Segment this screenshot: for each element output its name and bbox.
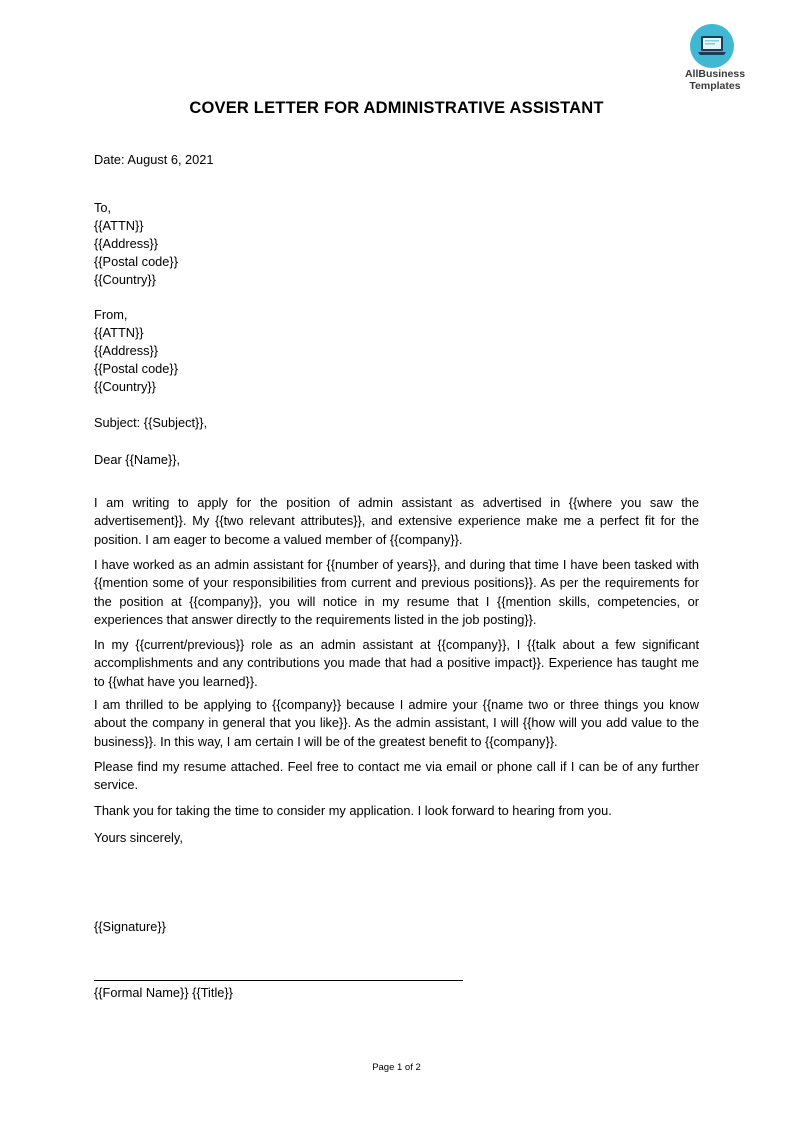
recipient-address-block xyxy=(94,199,178,289)
to-postal-code: {{Postal code}} xyxy=(94,254,178,269)
signature-rule xyxy=(94,980,463,981)
signature-placeholder xyxy=(94,918,166,936)
paragraph-6: Thank you for taking the time to consider my application. I look forward to hearing from you. xyxy=(94,803,612,818)
to-address: {{Address}} xyxy=(94,236,159,251)
signature-text: {{Signature}} xyxy=(94,919,166,934)
to-attn: {{ATTN}} xyxy=(94,218,144,233)
sender-address-block xyxy=(94,306,178,396)
logo-wordmark xyxy=(676,68,754,92)
paragraph-3: In my {{current/previous}} role as an admin assistant at {{company}}, I {{talk about a few significant accomplishments and any contributions you made that had a positive impact}}. Experience has taught me to {{what have you learned}}. xyxy=(94,637,699,689)
formal-name-text: {{Formal Name}} {{Title}} xyxy=(94,985,233,1000)
from-address: {{Address}} xyxy=(94,343,159,358)
paragraph-4: I am thrilled to be applying to {{company}} because I admire your {{name two or three things you know about the company in general that you like}}. As the admin assistant, I will {{how will you add value to the business}}. In this way, I am certain I will be of the greatest benefit to {{company}}. xyxy=(94,697,699,749)
subject-line xyxy=(94,414,207,432)
laptop-icon xyxy=(690,24,734,68)
salutation-text: Dear {{Name}}, xyxy=(94,452,181,467)
from-postal-code: {{Postal code}} xyxy=(94,361,178,376)
paragraph-1: I am writing to apply for the position of admin assistant as advertised in {{where you saw the advertisement}}. My {{two relevant attributes}}, and extensive experience make me a perfect fit for the position. I am eager to become a valued member of {{company}}. xyxy=(94,495,699,547)
paragraph-2: I have worked as an admin assistant for {{number of years}}, and during that time I have been tasked with {{mention some of your responsibilities from current and previous positions}}. As per the requirements for the position at {{company}}, you will notice in my resume that I {{mention skills, competencies, or experiences that answer directly to the requirements listed in the job posting}}. xyxy=(94,557,699,627)
paragraph-5: Please find my resume attached. Feel free to contact me via email or phone call if I can be of any further service. xyxy=(94,759,699,793)
logo-line-2: Templates xyxy=(689,80,741,92)
from-attn: {{ATTN}} xyxy=(94,325,144,340)
logo-line-1: AllBusiness xyxy=(684,68,746,80)
from-heading: From, xyxy=(94,307,128,322)
subject-text: Subject: {{Subject}}, xyxy=(94,415,208,430)
document-title: COVER LETTER FOR ADMINISTRATIVE ASSISTANT xyxy=(189,99,604,117)
date-line xyxy=(94,151,214,169)
closing xyxy=(94,829,183,847)
date-text: Date: August 6, 2021 xyxy=(94,152,214,167)
from-country: {{Country}} xyxy=(94,379,156,394)
allbusiness-templates-logo xyxy=(676,20,754,94)
to-country: {{Country}} xyxy=(94,272,156,287)
to-heading: To, xyxy=(94,200,112,215)
salutation xyxy=(94,451,180,469)
closing-text: Yours sincerely, xyxy=(94,830,183,845)
formal-name-line xyxy=(94,984,233,1002)
page-number: Page 1 of 2 xyxy=(372,1062,421,1073)
